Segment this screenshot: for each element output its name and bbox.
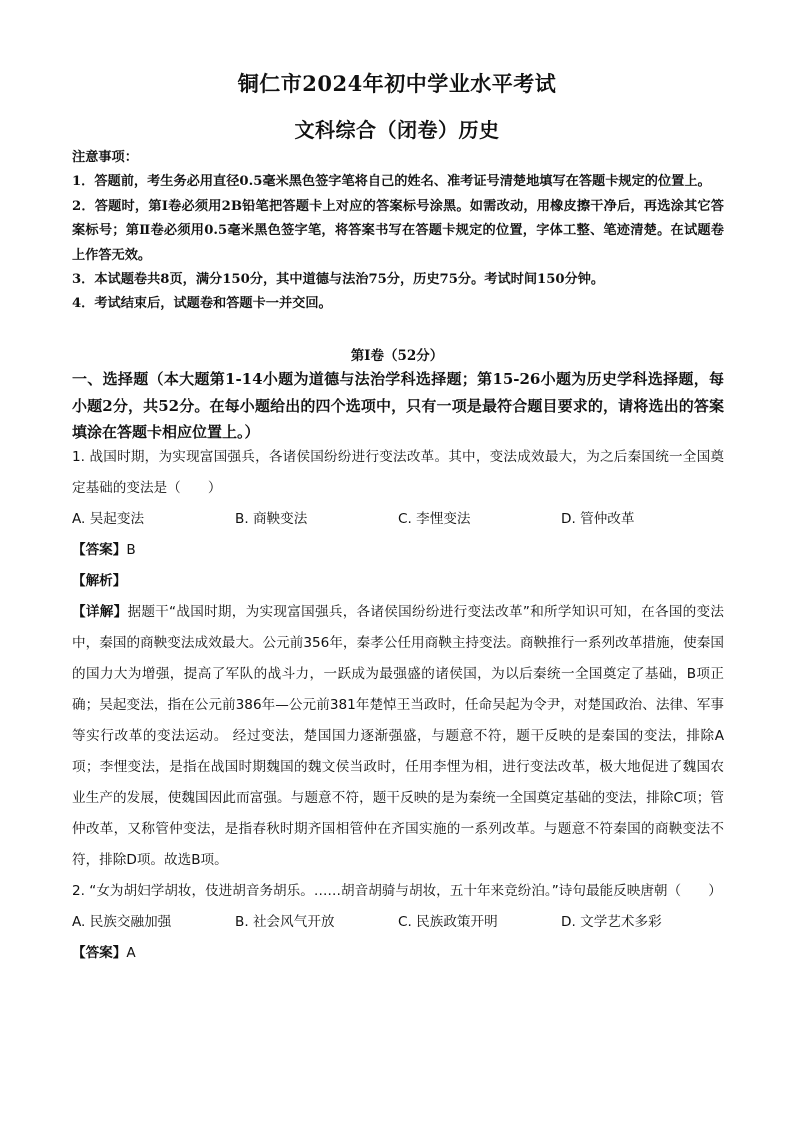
question-stem: 2. “女为胡妇学胡妆，伎进胡音务胡乐。……胡音胡骑与胡妆，五十年来竞纷泊。”诗句最能反映唐朝（ ）	[72, 883, 722, 899]
analysis-label: 【解析】	[72, 573, 127, 589]
analysis-line	[72, 566, 724, 597]
question-options	[72, 504, 724, 535]
answer-value: B	[126, 542, 136, 558]
detail-label: 【详解】	[72, 604, 128, 620]
instruction-item: 4．考试结束后，试题卷和答题卡一并交回。	[72, 296, 332, 312]
instructions	[72, 146, 724, 317]
answer-label: 【答案】	[72, 945, 127, 961]
question-stem: 1. 战国时期，为实现富国强兵，各诸侯国纷纷进行变法改革。其中，变法成效最大，为之后秦国统一全国奠定基础的变法是（ ）	[72, 449, 724, 496]
option-b: B. 社会风气开放	[235, 914, 335, 930]
answer-line	[72, 938, 724, 969]
option-d: D. 管仲改革	[561, 511, 635, 527]
answer-label: 【答案】	[72, 542, 127, 558]
answer-value: A	[126, 945, 136, 961]
instruction-item: 2．答题时，第Ⅰ卷必须用2B铅笔把答题卡上对应的答案标号涂黑。如需改动，用橡皮擦干净后，再选涂其它答案标号；第Ⅱ卷必须用0.5毫米黑色签字笔，将答案书写在答题卡规定的位置，字体工整、笔迹清楚。在试题卷上作答无效。	[72, 198, 724, 263]
instructions-heading: 注意事项：	[72, 150, 138, 165]
questions	[72, 442, 724, 969]
option-b: B. 商鞅变法	[235, 511, 308, 527]
question-options	[72, 907, 724, 938]
detail-text: 据题干“战国时期，为实现富国强兵，各诸侯国纷纷进行变法改革”和所学知识可知，在各国的变法中，秦国的商鞅变法成效最大。公元前356年，秦孝公任用商鞅主持变法。商鞅推行一系列改革措施，使秦国的国力大为增强，提高了军队的战斗力，一跃成为最强盛的诸侯国，为以后秦统一全国奠定了基础，B项正确；吴起变法，指在公元前386年—公元前381年楚悼王当政时，任命吴起为令尹，对楚国政治、法律、军事等实行改革的变法运动。 经过变法，楚国国力逐渐强盛，与题意不符，题干反映的是秦国的变法，排除A项；李悝变法，是指在战国时期魏国的魏文侯当政时，任用李悝为相，进行变法改革，极大地促进了魏国农业生产的发展，使魏国因此而富强。与题意不符，题干反映的是为秦统一全国奠定基础的变法，排除C项；管仲改革，又称管仲变法，是指春秋时期齐国相管仲在齐国实施的一系列改革。与题意不符秦国的商鞅变法不符，排除D项。故选B项。	[72, 604, 724, 868]
option-c: C. 民族政策开明	[398, 914, 498, 930]
option-d: D. 文学艺术多彩	[561, 914, 662, 930]
exam-subtitle: 文科综合（闭卷）历史	[294, 118, 500, 142]
instruction-item: 3．本试题卷共8页，满分150分，其中道德与法治75分，历史75分。考试时间150分钟。	[72, 272, 605, 288]
part-intro: 一、选择题（本大题第1-14小题为道德与法治学科选择题；第15-26小题为历史学科选择题，每小题2分，共52分。在每小题给出的四个选项中，只有一项是最符合题目要求的，请将选出的答案填涂在答题卡相应位置上。）	[72, 370, 724, 441]
answer-line	[72, 535, 724, 566]
option-a: A. 民族交融加强	[72, 914, 172, 930]
exam-title: 铜仁市2024年初中学业水平考试	[237, 71, 557, 96]
option-a: A. 吴起变法	[72, 511, 145, 527]
option-c: C. 李悝变法	[398, 511, 471, 527]
instruction-item: 1．答题前，考生务必用直径0.5毫米黑色签字笔将自己的姓名、准考证号清楚地填写在答题卡规定的位置上。	[72, 174, 711, 190]
section-heading: 第Ⅰ卷（52分）	[350, 348, 444, 364]
detail-paragraph	[72, 597, 724, 876]
